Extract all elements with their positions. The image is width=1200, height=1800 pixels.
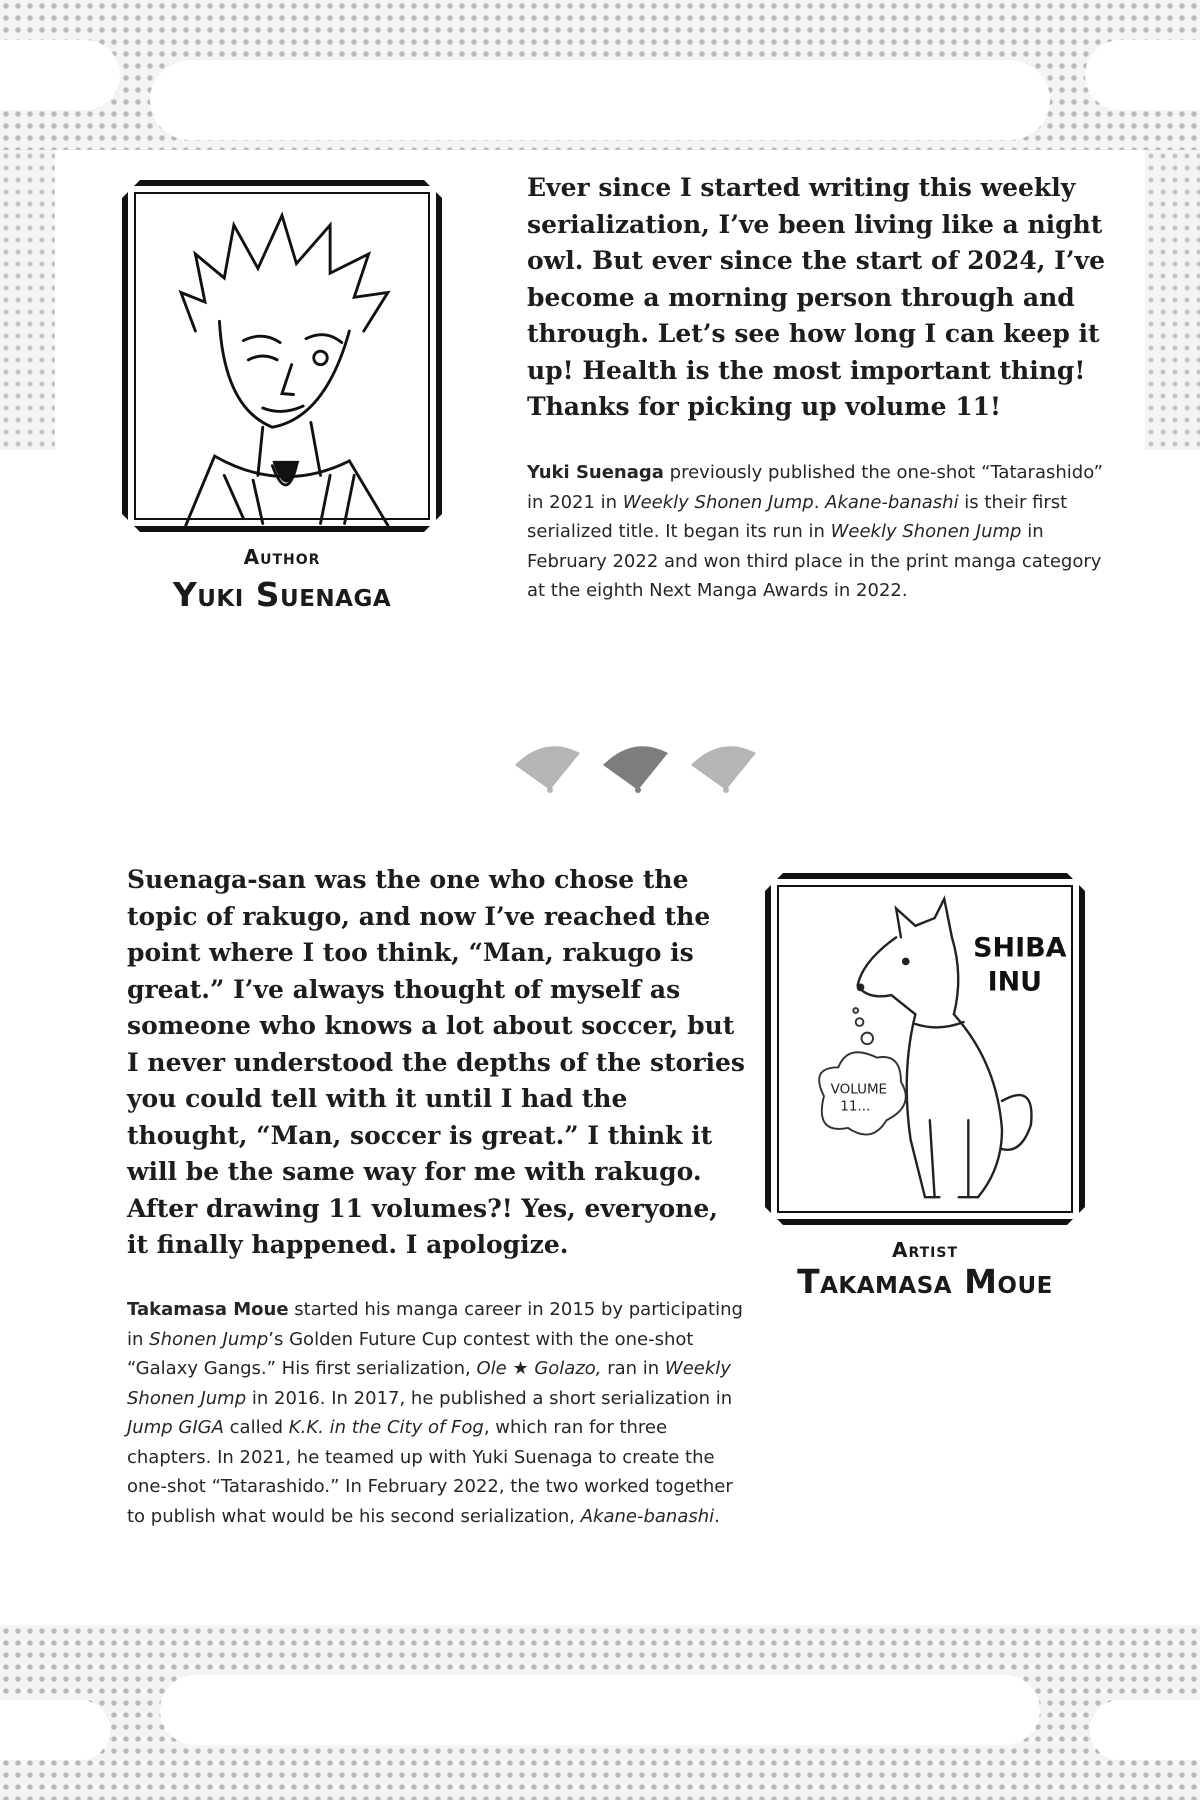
fan-icon-center bbox=[603, 746, 668, 793]
bottom-white-pill-right bbox=[1090, 1700, 1200, 1760]
author-message: Ever since I started writing this weekly serialization, I’ve been living like a night owl. But ever since the start of 2024, I’ve become a morning person through and through. Let’s see how long I can keep it up! Health is the most important thing! Thanks for picking up volume 11! bbox=[527, 173, 1105, 421]
fan-icon-left bbox=[515, 746, 580, 793]
volume-thought-bubble-text bbox=[831, 1081, 887, 1114]
artist-portrait-frame bbox=[765, 873, 1085, 1225]
artist-role-label: Artist bbox=[891, 1238, 959, 1262]
left-dot-pattern bbox=[0, 150, 55, 450]
artist-name: Takamasa Moue bbox=[797, 1262, 1053, 1301]
svg-text:11...: 11... bbox=[840, 1098, 871, 1115]
fan-icon-right bbox=[691, 746, 756, 793]
top-white-pill bbox=[150, 60, 1050, 140]
svg-text:VOLUME: VOLUME bbox=[830, 1081, 888, 1098]
artist-bio-name: Takamasa Moue bbox=[127, 1299, 289, 1320]
author-name: Yuki Suenaga bbox=[172, 575, 392, 614]
author-portrait-illustration bbox=[128, 186, 436, 526]
artist-message: Suenaga-san was the one who chose the topic of rakugo, and now I’ve reached the point where I too think, “Man, rakugo is great.” I’ve always thought of myself as someone who knows a lot about soccer, but I never understood the depths of the stories you could tell with it until I had the thought, “Man, soccer is great.” I think it will be the same way for me with rakugo. After drawing 11 volumes?! Yes, everyone, it finally happened. I apologize. bbox=[127, 865, 745, 1259]
right-dot-pattern bbox=[1145, 150, 1200, 450]
top-white-pill-left bbox=[0, 40, 120, 110]
top-white-pill-right bbox=[1085, 40, 1200, 110]
bottom-white-pill bbox=[160, 1675, 1040, 1745]
author-role-label: Author bbox=[243, 545, 321, 569]
author-bio: Yuki Suenaga previously published the one-shot “Tatarashido” in 2021 in Weekly Shonen Jump. Akane-banashi is their first serialized title. It began its run in Weekly Shonen Jump in February 2022 and won third place in the print manga category at the eighth Next Manga Awards in 2022. bbox=[527, 462, 1103, 601]
fan-divider bbox=[505, 735, 765, 795]
author-bio-name: Yuki Suenaga bbox=[527, 462, 664, 483]
author-portrait-frame bbox=[122, 180, 442, 532]
svg-text:SHIBA: SHIBA bbox=[973, 932, 1067, 964]
svg-text:INU: INU bbox=[987, 966, 1043, 998]
bottom-white-pill-left bbox=[0, 1700, 110, 1760]
artist-bio: Takamasa Moue started his manga career in 2015 by participating in Shonen Jump’s Golden Future Cup contest with the one-shot “Galaxy Gangs.” His first serialization, Ole ★ Golazo, ran in Weekly Shonen Jump in 2016. In 2017, he published a short serialization in Jump GIGA called K.K. in the City of Fog, which ran for three chapters. In 2021, he teamed up with Yuki Suenaga to create the one-shot “Tatarashido.” In February 2022, the two worked together to publish what would be his second serialization, Akane-banashi. bbox=[127, 1299, 743, 1527]
shiba-inu-label bbox=[973, 933, 1066, 998]
shiba-inu-illustration bbox=[771, 879, 1079, 1219]
